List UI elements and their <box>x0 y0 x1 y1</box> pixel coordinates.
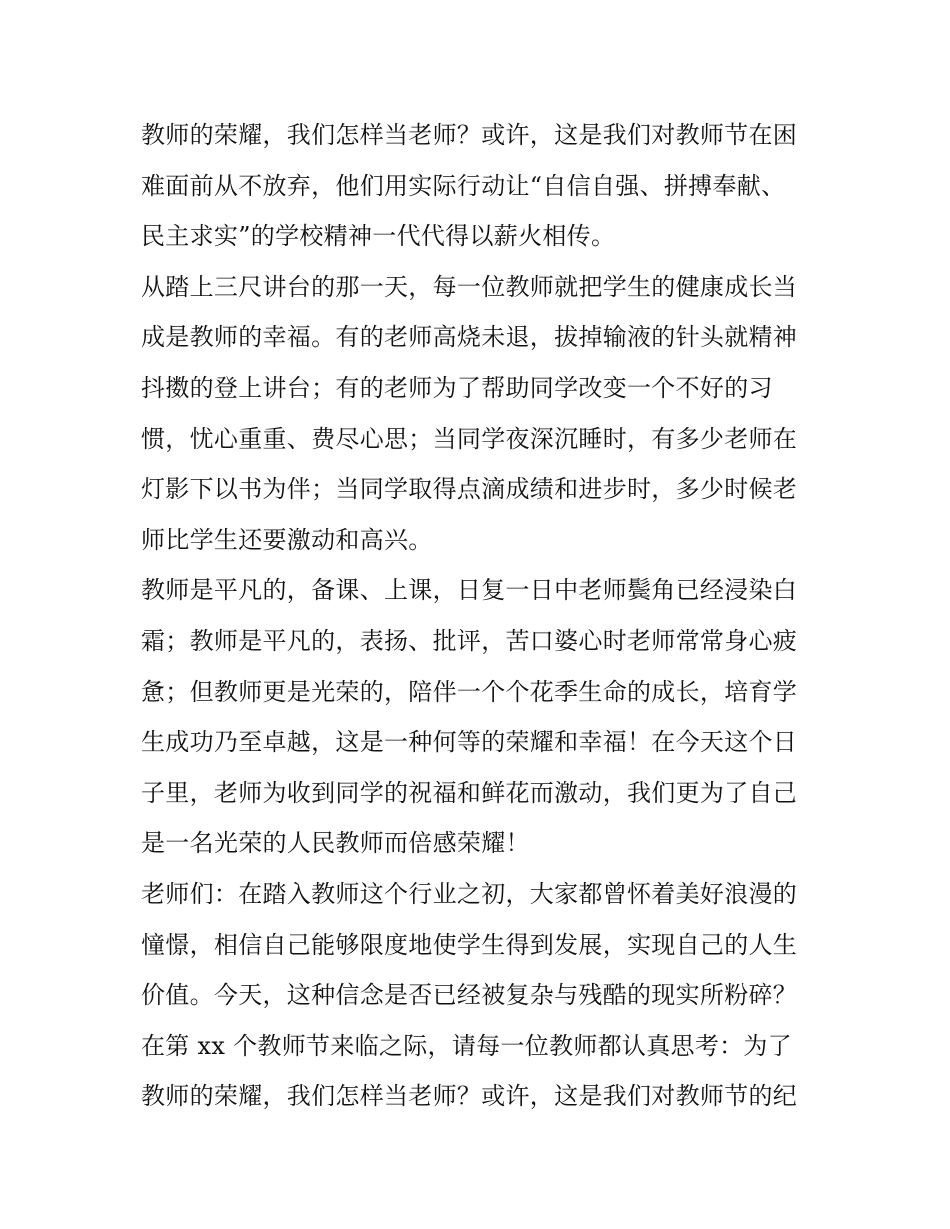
text-line: 生成功乃至卓越，这是一种何等的荣耀和幸福！在今天这个日 <box>141 728 798 757</box>
text-line: 从踏上三尺讲台的那一天，每一位教师就把学生的健康成长当 <box>141 272 798 301</box>
text-line: 在第 xx 个教师节来临之际，请每一位教师都认真思考：为了 <box>141 1031 793 1060</box>
body-text <box>141 110 821 1122</box>
text-line: 价值。今天，这种信念是否已经被复杂与残酷的现实所粉碎？ <box>141 981 798 1010</box>
text-line: 难面前从不放弃，他们用实际行动让“自信自强、拼搏奉献、 <box>141 171 786 200</box>
text-line: 惫；但教师更是光荣的，陪伴一个个花季生命的成长，培育学 <box>141 677 798 706</box>
text-line: 憧憬，相信自己能够限度地使学生得到发展，实现自己的人生 <box>141 930 798 959</box>
text-line: 抖擞的登上讲台；有的老师为了帮助同学改变一个不好的习 <box>141 373 773 402</box>
text-line: 师比学生还要激动和高兴。 <box>141 525 433 554</box>
text-line: 是一名光荣的人民教师而倍感荣耀！ <box>141 829 530 858</box>
text-line: 子里，老师为收到同学的祝福和鲜花而激动，我们更为了自己 <box>141 778 798 807</box>
text-line: 霜；教师是平凡的，表扬、批评，苦口婆心时老师常常身心疲 <box>141 626 798 655</box>
text-line: 教师是平凡的，备课、上课，日复一日中老师鬓角已经浸染白 <box>141 576 798 605</box>
text-line: 民主求实”的学校精神一代代得以薪火相传。 <box>141 222 616 251</box>
text-line: 教师的荣耀，我们怎样当老师？或许，这是我们对教师节的纪 <box>141 1082 798 1111</box>
text-line: 老师们：在踏入教师这个行业之初，大家都曾怀着美好浪漫的 <box>141 879 798 908</box>
text-line: 教师的荣耀，我们怎样当老师？或许，这是我们对教师节在困 <box>141 121 798 149</box>
text-line: 成是教师的幸福。有的老师高烧未退，拔掉输液的针头就精神 <box>141 323 798 352</box>
text-line: 惯，忧心重重、费尽心思；当同学夜深沉睡时，有多少老师在 <box>141 424 798 453</box>
text-line: 灯影下以书为伴；当同学取得点滴成绩和进步时，多少时候老 <box>141 475 798 504</box>
